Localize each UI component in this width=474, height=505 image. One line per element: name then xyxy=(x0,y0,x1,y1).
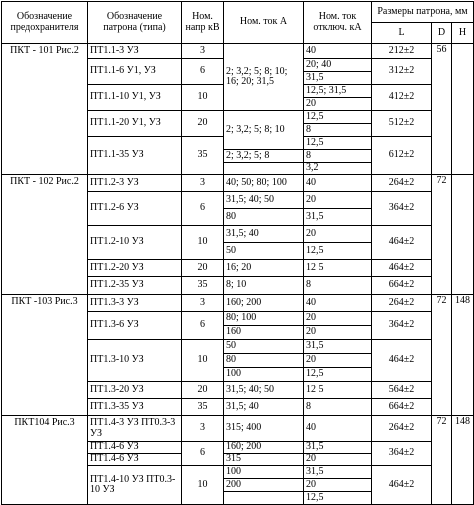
cartridge-model: ПТ1.2-3 УЗ xyxy=(88,175,182,192)
breaking-cell: 40 xyxy=(304,44,372,59)
size-L-cell: 664±2 xyxy=(372,399,432,416)
voltage-cell: 6 xyxy=(182,192,224,226)
current-cell: 31,5; 40; 50 xyxy=(224,382,304,399)
voltage-cell: 6 xyxy=(182,312,224,340)
header-breaking: Ном. ток отключ. кА xyxy=(304,2,372,44)
breaking-cell: 20 xyxy=(304,326,372,340)
size-L-cell: 264±2 xyxy=(372,416,432,442)
current-cell: 2; 3,2; 5; 8; 10 xyxy=(224,111,304,150)
size-H-cell xyxy=(452,44,474,175)
size-L-cell: 612±2 xyxy=(372,137,432,175)
fuse-name: ПКТ -103 Рис.3 xyxy=(2,295,88,416)
size-D-cell: 72 xyxy=(432,295,452,416)
cartridge-model: ПТ1.1-20 У1, УЗ xyxy=(88,111,182,137)
current-cell: 31,5; 40 xyxy=(224,399,304,416)
current-cell: 31,5; 40 xyxy=(224,226,304,243)
header-voltage: Ном. напр кВ xyxy=(182,2,224,44)
voltage-cell: 20 xyxy=(182,382,224,399)
header-L: L xyxy=(372,23,432,44)
cartridge-model: ПТ1.3-10 УЗ xyxy=(88,340,182,382)
cartridge-model: ПТ1.1-6 У1, УЗ xyxy=(88,59,182,85)
size-L-cell: 464±2 xyxy=(372,226,432,260)
current-cell: 2; 3,2; 5; 8; 10; 16; 20; 31,5 xyxy=(224,44,304,111)
current-cell: 50 xyxy=(224,243,304,260)
voltage-cell: 10 xyxy=(182,226,224,260)
current-cell: 315 xyxy=(224,454,304,466)
size-L-cell: 664±2 xyxy=(372,277,432,295)
breaking-cell: 12,5 xyxy=(304,492,372,505)
size-H-cell xyxy=(452,175,474,295)
header-fuse: Обозначение предохранителя xyxy=(2,2,88,44)
current-cell: 2; 3,2; 5; 8 xyxy=(224,150,304,163)
current-cell: 100 xyxy=(224,368,304,382)
breaking-cell: 12,5; 31,5 xyxy=(304,85,372,98)
size-L-cell: 312±2 xyxy=(372,59,432,85)
breaking-cell: 8 xyxy=(304,277,372,295)
current-cell: 80 xyxy=(224,209,304,226)
current-cell xyxy=(224,163,304,175)
voltage-cell: 35 xyxy=(182,277,224,295)
breaking-cell: 12,5 xyxy=(304,243,372,260)
size-H-cell: 148 xyxy=(452,295,474,416)
breaking-cell: 12,5 xyxy=(304,368,372,382)
cartridge-model: ПТ1.2-10 УЗ xyxy=(88,226,182,260)
voltage-cell: 35 xyxy=(182,399,224,416)
size-L-cell: 264±2 xyxy=(372,295,432,312)
cartridge-model: ПТ1.4-3 УЗ ПТ0.3-3 УЗ xyxy=(88,416,182,442)
breaking-cell: 8 xyxy=(304,399,372,416)
current-cell: 50 xyxy=(224,340,304,354)
voltage-cell: 3 xyxy=(182,416,224,442)
cartridge-model: ПТ1.4-6 УЗ xyxy=(88,454,182,466)
breaking-cell: 12,5 xyxy=(304,111,372,124)
breaking-cell: 20 xyxy=(304,354,372,368)
size-L-cell: 264±2 xyxy=(372,175,432,192)
breaking-cell: 12 5 xyxy=(304,260,372,277)
breaking-cell: 12,5 xyxy=(304,137,372,150)
cartridge-model: ПТ1.3-6 УЗ xyxy=(88,312,182,340)
header-sizes: Размеры патрона, мм xyxy=(372,2,474,23)
header-D: D xyxy=(432,23,452,44)
breaking-cell: 31,5 xyxy=(304,442,372,454)
current-cell: 100 xyxy=(224,466,304,479)
breaking-cell: 20 xyxy=(304,192,372,209)
size-H-cell: 148 xyxy=(452,416,474,505)
breaking-cell: 31,5 xyxy=(304,209,372,226)
current-cell: 8; 10 xyxy=(224,277,304,295)
voltage-cell: 3 xyxy=(182,175,224,192)
voltage-cell: 3 xyxy=(182,44,224,59)
current-cell: 160; 200 xyxy=(224,295,304,312)
voltage-cell: 10 xyxy=(182,466,224,505)
cartridge-model: ПТ1.1-3 УЗ xyxy=(88,44,182,59)
breaking-cell: 12 5 xyxy=(304,382,372,399)
voltage-cell: 20 xyxy=(182,260,224,277)
size-D-cell: 72 xyxy=(432,175,452,295)
voltage-cell: 6 xyxy=(182,59,224,85)
fuse-name: ПКТ - 102 Рис.2 xyxy=(2,175,88,295)
voltage-cell: 10 xyxy=(182,85,224,111)
breaking-cell: 20 xyxy=(304,312,372,326)
voltage-cell: 20 xyxy=(182,111,224,137)
header-cartridge: Обозначение патрона (типа) xyxy=(88,2,182,44)
size-L-cell: 464±2 xyxy=(372,260,432,277)
current-cell: 16; 20 xyxy=(224,260,304,277)
size-L-cell: 564±2 xyxy=(372,382,432,399)
breaking-cell: 8 xyxy=(304,150,372,163)
breaking-cell: 20 xyxy=(304,226,372,243)
breaking-cell: 31,5 xyxy=(304,72,372,85)
breaking-cell: 31,5 xyxy=(304,340,372,354)
cartridge-model: ПТ1.3-35 УЗ xyxy=(88,399,182,416)
header-current: Ном. ток А xyxy=(224,2,304,44)
size-L-cell: 364±2 xyxy=(372,192,432,226)
cartridge-model: ПТ1.3-3 УЗ xyxy=(88,295,182,312)
voltage-cell: 35 xyxy=(182,137,224,175)
cartridge-model: ПТ1.2-35 УЗ xyxy=(88,277,182,295)
current-cell: 80 xyxy=(224,354,304,368)
breaking-cell: 8 xyxy=(304,124,372,137)
current-cell: 160 xyxy=(224,326,304,340)
breaking-cell: 20 xyxy=(304,454,372,466)
cartridge-model: ПТ1.2-6 УЗ xyxy=(88,192,182,226)
current-cell: 31,5; 40; 50 xyxy=(224,192,304,209)
breaking-cell: 40 xyxy=(304,295,372,312)
current-cell: 200 xyxy=(224,479,304,492)
fuse-name: ПКТ - 101 Рис.2 xyxy=(2,44,88,175)
size-L-cell: 212±2 xyxy=(372,44,432,59)
breaking-cell: 20 xyxy=(304,479,372,492)
cartridge-model: ПТ1.4-6 УЗ xyxy=(88,442,182,454)
current-cell: 80; 100 xyxy=(224,312,304,326)
breaking-cell: 40 xyxy=(304,175,372,192)
fuse-name: ПКТ104 Рис.3 xyxy=(2,416,88,505)
cartridge-model: ПТ1.3-20 УЗ xyxy=(88,382,182,399)
size-L-cell: 464±2 xyxy=(372,340,432,382)
size-L-cell: 364±2 xyxy=(372,312,432,340)
voltage-cell: 10 xyxy=(182,340,224,382)
size-L-cell: 364±2 xyxy=(372,442,432,466)
breaking-cell: 20 xyxy=(304,98,372,111)
size-L-cell: 464±2 xyxy=(372,466,432,505)
cartridge-model: ПТ1.2-20 УЗ xyxy=(88,260,182,277)
breaking-cell: 20; 40 xyxy=(304,59,372,72)
current-cell xyxy=(224,492,304,505)
size-D-cell: 72 xyxy=(432,416,452,505)
breaking-cell: 3,2 xyxy=(304,163,372,175)
size-D-cell: 56 xyxy=(432,44,452,175)
cartridge-model: ПТ1.1-35 УЗ xyxy=(88,137,182,175)
breaking-cell: 31,5 xyxy=(304,466,372,479)
breaking-cell: 40 xyxy=(304,416,372,442)
current-cell: 40; 50; 80; 100 xyxy=(224,175,304,192)
size-L-cell: 512±2 xyxy=(372,111,432,137)
current-cell: 315; 400 xyxy=(224,416,304,442)
size-L-cell: 412±2 xyxy=(372,85,432,111)
header-H: H xyxy=(452,23,474,44)
voltage-cell: 6 xyxy=(182,442,224,466)
voltage-cell: 3 xyxy=(182,295,224,312)
fuse-spec-table xyxy=(1,1,474,505)
cartridge-model: ПТ1.1-10 У1, УЗ xyxy=(88,85,182,111)
current-cell: 160; 200 xyxy=(224,442,304,454)
cartridge-model: ПТ1.4-10 УЗ ПТ0.3-10 УЗ xyxy=(88,466,182,505)
